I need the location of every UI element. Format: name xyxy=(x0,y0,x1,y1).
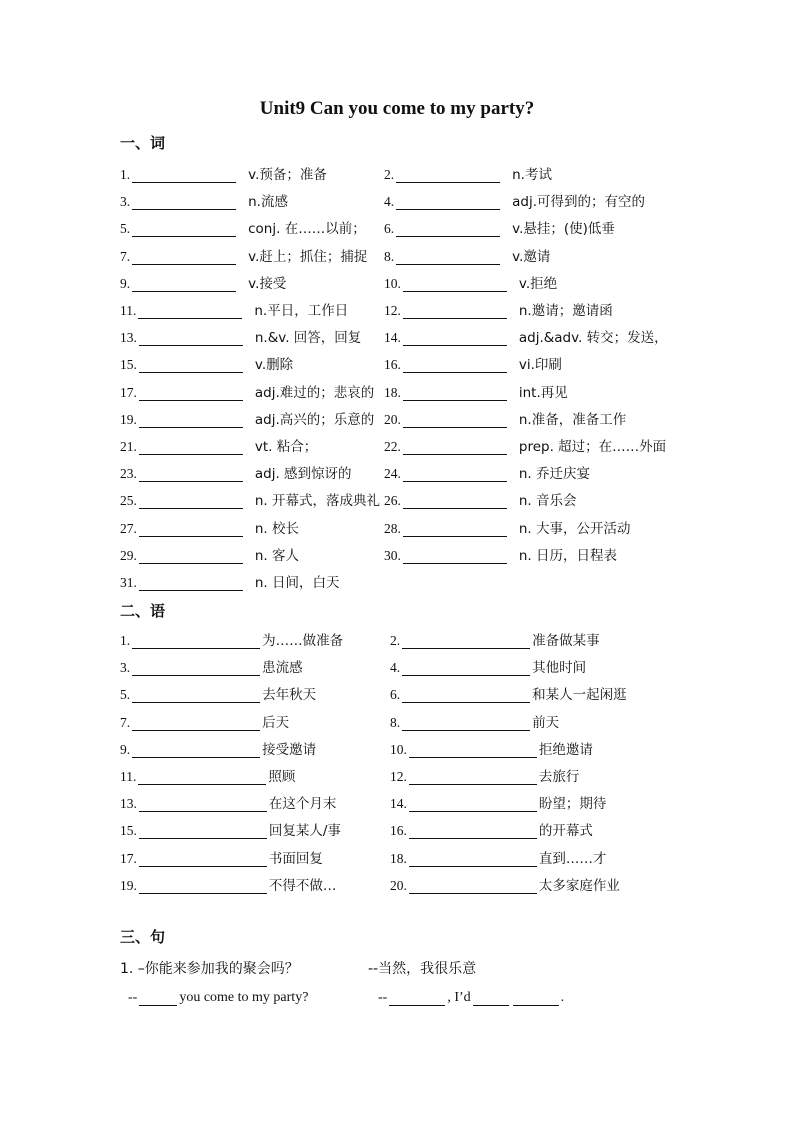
words-item xyxy=(120,217,366,237)
words-item xyxy=(384,517,631,537)
words-row xyxy=(0,245,794,265)
words-row xyxy=(0,489,794,509)
answer-blank[interactable] xyxy=(396,222,500,237)
item-number: 1. xyxy=(120,633,131,648)
section-phrases-heading: 二、语 xyxy=(120,602,166,620)
phrases-item xyxy=(390,683,627,703)
answer-blank[interactable] xyxy=(409,879,537,894)
phrases-row xyxy=(0,792,794,812)
answer-blank[interactable] xyxy=(403,331,507,346)
item-definition: v.接受 xyxy=(248,275,287,292)
answer-blank[interactable] xyxy=(409,770,537,785)
item-number: 17. xyxy=(120,850,137,866)
answer-blank[interactable] xyxy=(402,661,530,676)
item-number: 29. xyxy=(120,547,137,563)
answer-blank[interactable] xyxy=(139,549,243,564)
words-item xyxy=(120,190,288,210)
item-number: 20. xyxy=(390,877,407,893)
item-number: 2. xyxy=(390,633,401,648)
phrases-item xyxy=(390,874,620,894)
answer-blank[interactable] xyxy=(139,440,243,455)
answer-blank[interactable] xyxy=(139,576,243,591)
item-number: 1. xyxy=(120,167,131,182)
words-item xyxy=(384,190,645,210)
page-title: Unit9 Can you come to my party? xyxy=(259,98,535,119)
item-number: 4. xyxy=(384,194,395,210)
answer-blank[interactable] xyxy=(139,386,243,401)
item-number: 16. xyxy=(390,823,407,839)
words-item xyxy=(384,489,577,509)
answer-blank[interactable] xyxy=(403,494,507,509)
item-number: 10. xyxy=(384,275,401,291)
phrases-row xyxy=(0,819,794,839)
item-definition: 去年秋天 xyxy=(262,687,317,704)
item-number: 31. xyxy=(120,575,137,590)
answer-blank[interactable] xyxy=(132,743,260,758)
item-definition: v.预备；准备 xyxy=(248,167,327,183)
item-definition: adj.&adv. 转交；发送， xyxy=(518,330,668,347)
item-number: 30. xyxy=(384,547,401,563)
answer-blank[interactable] xyxy=(402,634,530,649)
item-definition: 准备做某事 xyxy=(532,633,600,649)
words-row xyxy=(0,163,794,183)
phrases-row xyxy=(0,765,794,785)
item-number: 16. xyxy=(384,357,401,373)
words-row xyxy=(0,462,794,482)
item-number: 15. xyxy=(120,823,137,839)
item-number: 6. xyxy=(390,687,401,703)
item-definition: 患流感 xyxy=(262,660,303,677)
words-item xyxy=(120,353,293,373)
words-item xyxy=(384,435,666,455)
item-definition: adj.高兴的；乐意的 xyxy=(254,411,375,428)
item-definition: 照顾 xyxy=(268,769,296,785)
words-item xyxy=(120,544,299,564)
phrases-row xyxy=(0,711,794,731)
answer-blank[interactable] xyxy=(403,358,507,373)
phrases-item xyxy=(120,765,295,785)
answer-blank[interactable] xyxy=(139,522,243,537)
answer-blank[interactable] xyxy=(403,304,507,319)
item-number: 19. xyxy=(120,877,137,893)
answer-blank[interactable] xyxy=(403,522,507,537)
item-definition: n.平日，工作日 xyxy=(254,303,349,319)
item-number: 27. xyxy=(120,520,137,536)
words-row xyxy=(0,217,794,237)
phrases-item xyxy=(390,819,593,839)
item-definition: v.邀请 xyxy=(512,248,551,265)
item-number: 11. xyxy=(120,769,137,784)
words-row xyxy=(0,435,794,455)
phrases-item xyxy=(390,711,559,731)
words-item xyxy=(384,272,557,292)
answer-blank[interactable] xyxy=(132,277,236,292)
answer-blank[interactable] xyxy=(132,250,236,265)
phrases-item xyxy=(390,629,600,649)
phrases-item xyxy=(120,656,303,676)
item-number: 5. xyxy=(120,687,131,703)
item-definition: 回复某人/事 xyxy=(268,823,341,840)
item-definition: 太多家庭作业 xyxy=(538,877,620,894)
item-number: 2. xyxy=(384,167,395,182)
item-number: 24. xyxy=(384,466,401,482)
answer-blank[interactable] xyxy=(139,331,243,346)
answer-blank[interactable] xyxy=(132,168,236,183)
item-definition: 不得不做… xyxy=(268,877,337,894)
item-definition: n. 乔迁庆宴 xyxy=(518,466,591,483)
answer-blank[interactable] xyxy=(403,467,507,482)
phrases-item xyxy=(390,765,579,785)
sentence-1-question-cn: 1. –你能来参加我的聚会吗？ xyxy=(120,961,299,977)
words-item xyxy=(384,408,626,428)
answer-blank[interactable] xyxy=(139,824,267,839)
item-number: 13. xyxy=(120,796,137,812)
answer-blank[interactable] xyxy=(132,661,260,676)
item-number: 10. xyxy=(390,741,407,757)
section-words-heading: 一、词 xyxy=(120,134,166,152)
words-row xyxy=(0,190,794,210)
item-number: 3. xyxy=(120,194,131,210)
phrases-item xyxy=(390,847,606,867)
item-definition: adj.难过的；悲哀的 xyxy=(254,384,375,401)
answer-blank[interactable] xyxy=(403,413,507,428)
item-number: 26. xyxy=(384,493,401,509)
words-item xyxy=(384,544,617,564)
item-definition: 在这个月末 xyxy=(268,796,337,813)
words-item xyxy=(384,217,615,237)
item-number: 25. xyxy=(120,493,137,509)
sentence-1-answer-en: -- , I’d . xyxy=(378,990,565,1005)
answer-blank[interactable] xyxy=(139,467,243,482)
phrases-item xyxy=(390,738,593,758)
words-row xyxy=(0,353,794,373)
words-item xyxy=(384,299,613,319)
phrases-item xyxy=(120,683,316,703)
answer-blank[interactable] xyxy=(513,991,559,1006)
item-number: 8. xyxy=(390,714,401,730)
answer-blank[interactable] xyxy=(389,991,445,1006)
answer-blank[interactable] xyxy=(403,549,507,564)
words-item xyxy=(120,272,286,292)
answer-blank[interactable] xyxy=(396,195,500,210)
item-definition: n. 客人 xyxy=(254,547,300,564)
words-row xyxy=(0,326,794,346)
phrases-item xyxy=(390,656,586,676)
item-number: 3. xyxy=(120,660,131,676)
item-definition: n.流感 xyxy=(248,194,288,211)
words-item xyxy=(120,489,380,509)
answer-blank[interactable] xyxy=(403,386,507,401)
answer-blank[interactable] xyxy=(409,852,537,867)
item-definition: n.考试 xyxy=(512,167,552,183)
item-number: 15. xyxy=(120,357,137,373)
words-item xyxy=(120,517,299,537)
phrases-row xyxy=(0,629,794,649)
item-number: 13. xyxy=(120,330,137,346)
item-definition: n.准备，准备工作 xyxy=(518,411,627,428)
words-row xyxy=(0,517,794,537)
item-definition: n. 日历，日程表 xyxy=(518,547,618,564)
item-definition: n. 开幕式，落成典礼 xyxy=(254,493,381,510)
words-item xyxy=(120,245,367,265)
words-item xyxy=(120,299,348,319)
item-definition: 接受邀请 xyxy=(262,741,317,758)
words-row xyxy=(0,381,794,401)
item-definition: v.赶上；抓住；捕捉 xyxy=(248,248,368,265)
answer-blank[interactable] xyxy=(473,991,509,1006)
words-item xyxy=(384,353,562,373)
answer-blank[interactable] xyxy=(139,797,267,812)
item-number: 28. xyxy=(384,520,401,536)
words-item xyxy=(384,381,568,401)
item-number: 22. xyxy=(384,439,401,454)
item-definition: adj.可得到的；有空的 xyxy=(512,194,646,211)
item-number: 7. xyxy=(120,714,131,730)
item-definition: 前天 xyxy=(532,714,560,731)
phrases-item xyxy=(390,792,606,812)
words-row xyxy=(0,544,794,564)
words-item xyxy=(120,435,317,455)
phrases-row xyxy=(0,656,794,676)
item-definition: 盼望；期待 xyxy=(538,796,607,813)
words-row xyxy=(0,299,794,319)
phrases-item xyxy=(120,874,336,894)
item-number: 19. xyxy=(120,411,137,427)
phrases-item xyxy=(120,847,323,867)
phrases-item xyxy=(120,711,289,731)
words-item xyxy=(120,462,352,482)
words-row xyxy=(0,408,794,428)
words-row xyxy=(0,571,794,591)
words-row xyxy=(0,272,794,292)
answer-blank[interactable] xyxy=(132,634,260,649)
answer-blank[interactable] xyxy=(138,770,266,785)
answer-blank[interactable] xyxy=(132,716,260,731)
item-definition: 的开幕式 xyxy=(538,823,593,840)
item-definition: v.删除 xyxy=(254,357,294,374)
item-number: 6. xyxy=(384,221,395,237)
words-item xyxy=(120,326,361,346)
answer-blank[interactable] xyxy=(139,879,267,894)
phrases-item xyxy=(120,819,341,839)
item-number: 4. xyxy=(390,660,401,676)
phrases-item xyxy=(120,738,316,758)
words-item xyxy=(384,245,550,265)
item-definition: n.邀请；邀请函 xyxy=(518,303,613,319)
item-number: 14. xyxy=(384,330,401,346)
answer-blank[interactable] xyxy=(132,222,236,237)
item-number: 7. xyxy=(120,248,131,264)
item-number: 14. xyxy=(390,796,407,812)
words-item xyxy=(120,408,374,428)
answer-blank[interactable] xyxy=(132,195,236,210)
section-sentences-heading: 三、句 xyxy=(120,928,166,946)
words-item xyxy=(120,381,374,401)
answer-blank[interactable] xyxy=(402,716,530,731)
item-definition: 拒绝邀请 xyxy=(538,741,593,758)
phrases-row xyxy=(0,683,794,703)
answer-blank[interactable] xyxy=(409,797,537,812)
item-definition: conj. 在……以前； xyxy=(248,221,366,238)
item-definition: 和某人一起闲逛 xyxy=(532,687,627,704)
item-definition: adj. 感到惊讶的 xyxy=(254,466,352,483)
answer-blank[interactable] xyxy=(132,688,260,703)
answer-blank[interactable] xyxy=(139,991,177,1006)
item-definition: n. 校长 xyxy=(254,520,300,537)
answer-blank[interactable] xyxy=(139,358,243,373)
phrases-row xyxy=(0,738,794,758)
item-definition: 其他时间 xyxy=(532,660,587,677)
item-number: 12. xyxy=(384,303,401,318)
answer-blank[interactable] xyxy=(396,250,500,265)
item-number: 8. xyxy=(384,248,395,264)
item-definition: 后天 xyxy=(262,714,290,731)
item-number: 18. xyxy=(384,384,401,400)
item-definition: 书面回复 xyxy=(268,850,323,867)
item-definition: n. 日间，白天 xyxy=(254,575,340,591)
answer-blank[interactable] xyxy=(139,494,243,509)
item-number: 9. xyxy=(120,741,131,757)
phrases-item xyxy=(120,629,343,649)
item-definition: vt. 粘合； xyxy=(254,439,318,455)
item-definition: 去旅行 xyxy=(538,769,580,785)
answer-blank[interactable] xyxy=(139,852,267,867)
answer-blank[interactable] xyxy=(402,688,530,703)
item-definition: prep. 超过；在……外面 xyxy=(518,439,667,455)
item-number: 9. xyxy=(120,275,131,291)
item-number: 21. xyxy=(120,439,137,454)
item-number: 5. xyxy=(120,221,131,237)
item-number: 20. xyxy=(384,411,401,427)
answer-blank[interactable] xyxy=(139,413,243,428)
answer-blank[interactable] xyxy=(396,168,500,183)
phrases-item xyxy=(120,792,336,812)
item-definition: n. 音乐会 xyxy=(518,493,577,510)
item-definition: n.&v. 回答，回复 xyxy=(254,330,362,347)
words-item xyxy=(384,462,590,482)
item-definition: int.再见 xyxy=(518,384,568,401)
words-item xyxy=(384,326,668,346)
sentence-1-answer-cn: --当然，我很乐意 xyxy=(368,961,477,977)
answer-blank[interactable] xyxy=(403,277,507,292)
words-item xyxy=(120,571,340,591)
item-number: 23. xyxy=(120,466,137,482)
sentence-1-question-en: -- you come to my party? xyxy=(128,990,309,1005)
item-definition: vi.印刷 xyxy=(518,357,562,374)
answer-blank[interactable] xyxy=(403,440,507,455)
item-definition: v.拒绝 xyxy=(518,275,558,292)
answer-blank[interactable] xyxy=(138,304,242,319)
answer-blank[interactable] xyxy=(409,743,537,758)
phrases-row xyxy=(0,874,794,894)
item-number: 18. xyxy=(390,850,407,866)
item-number: 11. xyxy=(120,303,137,318)
phrases-row xyxy=(0,847,794,867)
words-item xyxy=(384,163,552,183)
answer-blank[interactable] xyxy=(409,824,537,839)
item-definition: n. 大事，公开活动 xyxy=(518,520,631,537)
item-definition: 直到……才 xyxy=(538,850,607,867)
item-definition: v.悬挂；(使)低垂 xyxy=(512,221,615,238)
item-number: 12. xyxy=(390,769,407,784)
item-definition: 为……做准备 xyxy=(262,633,344,649)
words-item xyxy=(120,163,327,183)
item-number: 17. xyxy=(120,384,137,400)
